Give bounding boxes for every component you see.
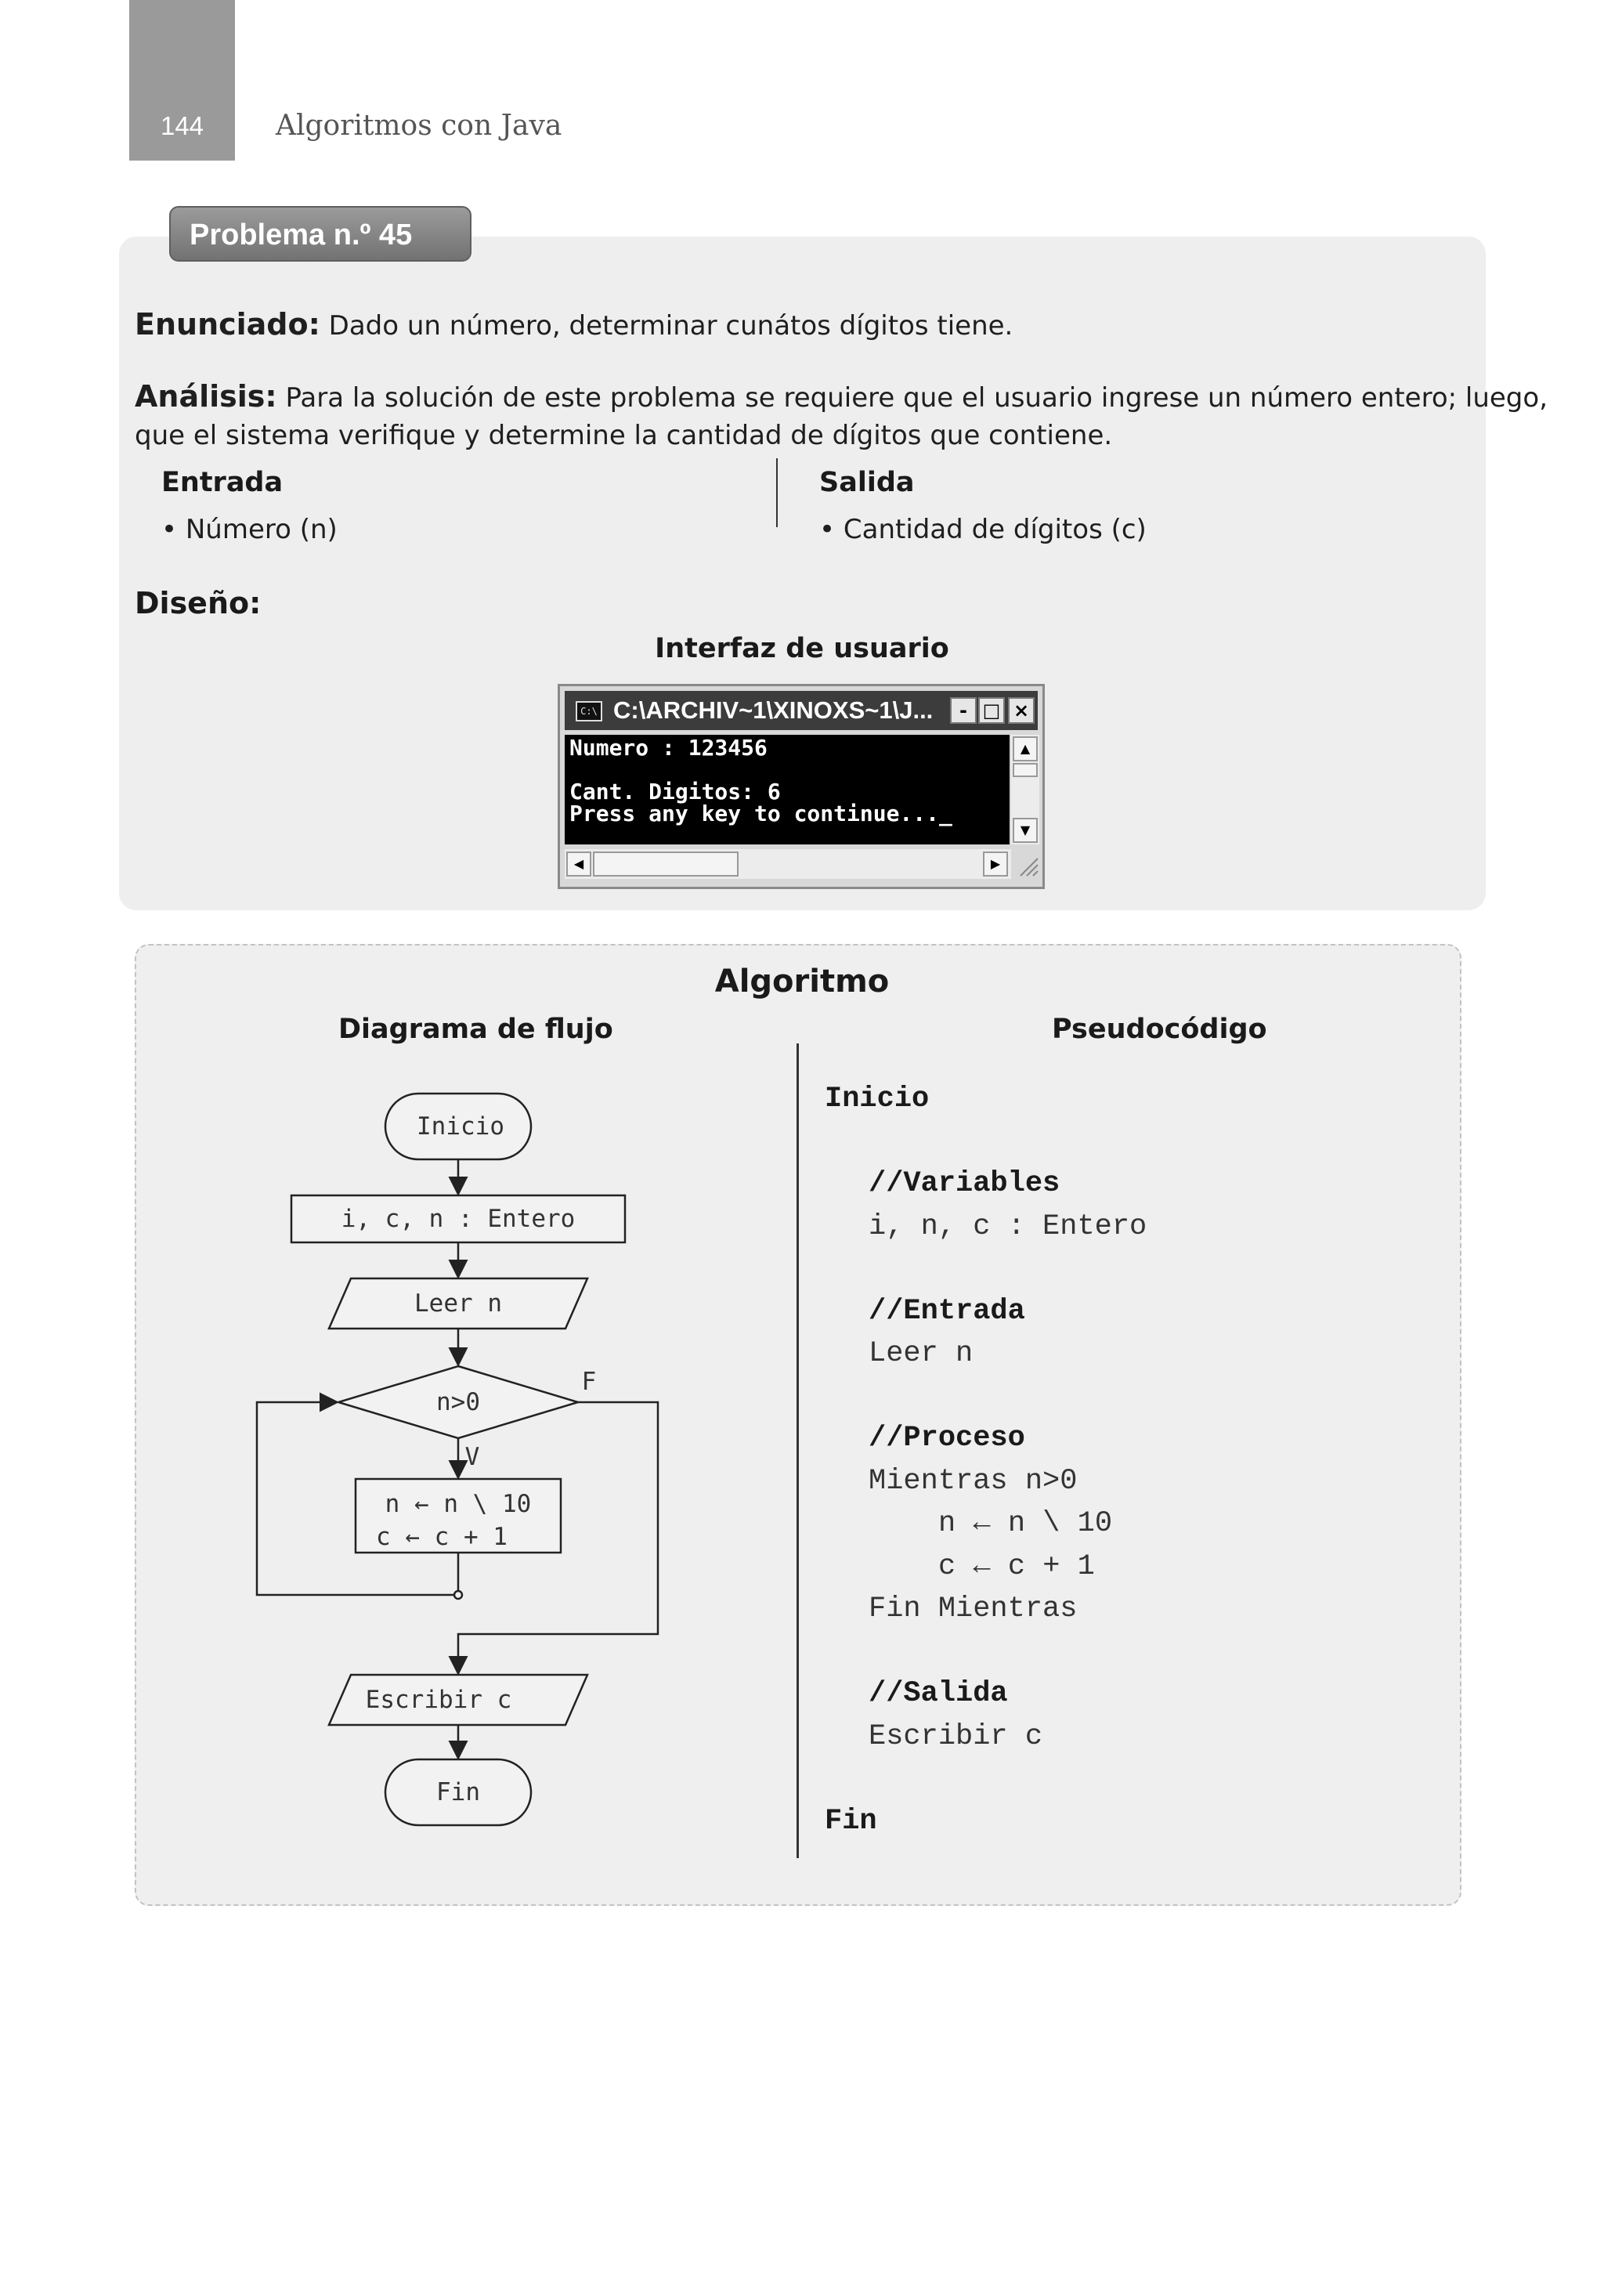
horizontal-scroll-thumb[interactable]: [593, 852, 739, 877]
problem-tag: Problema n.º 45: [169, 206, 471, 262]
pseudo-comment-proceso: //Proceso: [869, 1422, 1025, 1455]
pseudo-mientras: Mientras n>0: [869, 1465, 1078, 1498]
salida-label: Salida: [819, 467, 915, 498]
algorithm-title: Algoritmo: [714, 964, 890, 1000]
scroll-left-icon[interactable]: ◀: [566, 852, 591, 877]
pseudo-inicio: Inicio: [825, 1083, 930, 1115]
algorithm-divider: [797, 1043, 799, 1858]
pseudo-comment-salida: //Salida: [869, 1677, 1008, 1710]
console-title-bar[interactable]: [565, 691, 1038, 730]
analisis-line1: Para la solución de este problema se requiere que el usuario ingrese un número entero; luego,: [285, 382, 1548, 414]
flow-write-label: Escribir c: [365, 1686, 512, 1714]
diseno-label: Diseño:: [135, 586, 262, 620]
pseudo-comment-variables: //Variables: [869, 1167, 1060, 1200]
pseudo-p2: c ← c + 1: [938, 1550, 1095, 1583]
resize-grip-icon[interactable]: [1016, 854, 1039, 877]
close-button[interactable]: ×: [1008, 697, 1035, 724]
pseudo-escribir: Escribir c: [869, 1720, 1043, 1753]
pseudo-fin: Fin: [825, 1805, 877, 1838]
flowchart: [235, 1073, 674, 1857]
console-line: Press any key to continue..._: [569, 801, 952, 826]
console-icon: C:\: [576, 701, 602, 721]
flow-declare-label: i, c, n : Entero: [341, 1205, 576, 1233]
salida-item: • Cantidad de dígitos (c): [819, 514, 1147, 545]
analisis-label: Análisis:: [135, 379, 277, 414]
console-window: [558, 684, 1045, 889]
scroll-up-icon[interactable]: ▲: [1013, 736, 1038, 761]
pseudo-title: Pseudocódigo: [1052, 1014, 1267, 1045]
flow-end-label: Fin: [436, 1778, 480, 1806]
analisis-line2: que el sistema verifique y determine la cantidad de dígitos que contiene.: [135, 420, 1113, 451]
entrada-item: • Número (n): [161, 514, 338, 545]
pseudo-p1: n ← n \ 10: [938, 1507, 1113, 1540]
console-line: Numero : 123456: [569, 735, 768, 761]
flow-process2-label: c ← c + 1: [376, 1523, 508, 1551]
flow-true-label: V: [464, 1443, 480, 1471]
vertical-scrollbar[interactable]: [1011, 735, 1039, 844]
flow-condition-label: n>0: [436, 1388, 480, 1416]
flow-title: Diagrama de flujo: [338, 1014, 613, 1045]
pseudo-leer: Leer n: [869, 1337, 974, 1370]
enunciado-text: Dado un número, determinar cunátos dígitos tiene.: [328, 310, 1013, 342]
enunciado: [135, 307, 1013, 342]
page-number: 144: [160, 111, 204, 140]
scroll-down-icon[interactable]: ▼: [1013, 818, 1038, 843]
console-output: [565, 735, 1010, 844]
interfaz-label: Interfaz de usuario: [655, 633, 949, 664]
scroll-right-icon[interactable]: ▶: [983, 852, 1008, 877]
flow-read-label: Leer n: [414, 1289, 502, 1318]
console-title: C:\ARCHIV~1\XINOXS~1\J...: [613, 696, 934, 724]
flow-false-label: F: [581, 1368, 597, 1396]
connector-node: [454, 1591, 462, 1599]
pseudo-fin-mientras: Fin Mientras: [869, 1593, 1078, 1625]
enunciado-label: Enunciado:: [135, 307, 320, 342]
pseudo-comment-entrada: //Entrada: [869, 1295, 1025, 1328]
horizontal-scrollbar[interactable]: [565, 849, 1011, 879]
pseudo-vars: i, n, c : Entero: [869, 1210, 1147, 1243]
flow-start-label: Inicio: [417, 1112, 504, 1141]
io-divider: [776, 458, 778, 527]
analisis: [135, 379, 1548, 414]
vertical-scroll-thumb[interactable]: [1013, 763, 1038, 777]
flow-process1-label: n ← n \ 10: [385, 1490, 532, 1518]
entrada-label: Entrada: [161, 467, 284, 498]
book-title: Algoritmos con Java: [276, 110, 562, 142]
console-line: Cant. Digitos: 6: [569, 779, 781, 805]
maximize-button[interactable]: □: [978, 697, 1005, 724]
minimize-button[interactable]: -: [950, 697, 977, 724]
